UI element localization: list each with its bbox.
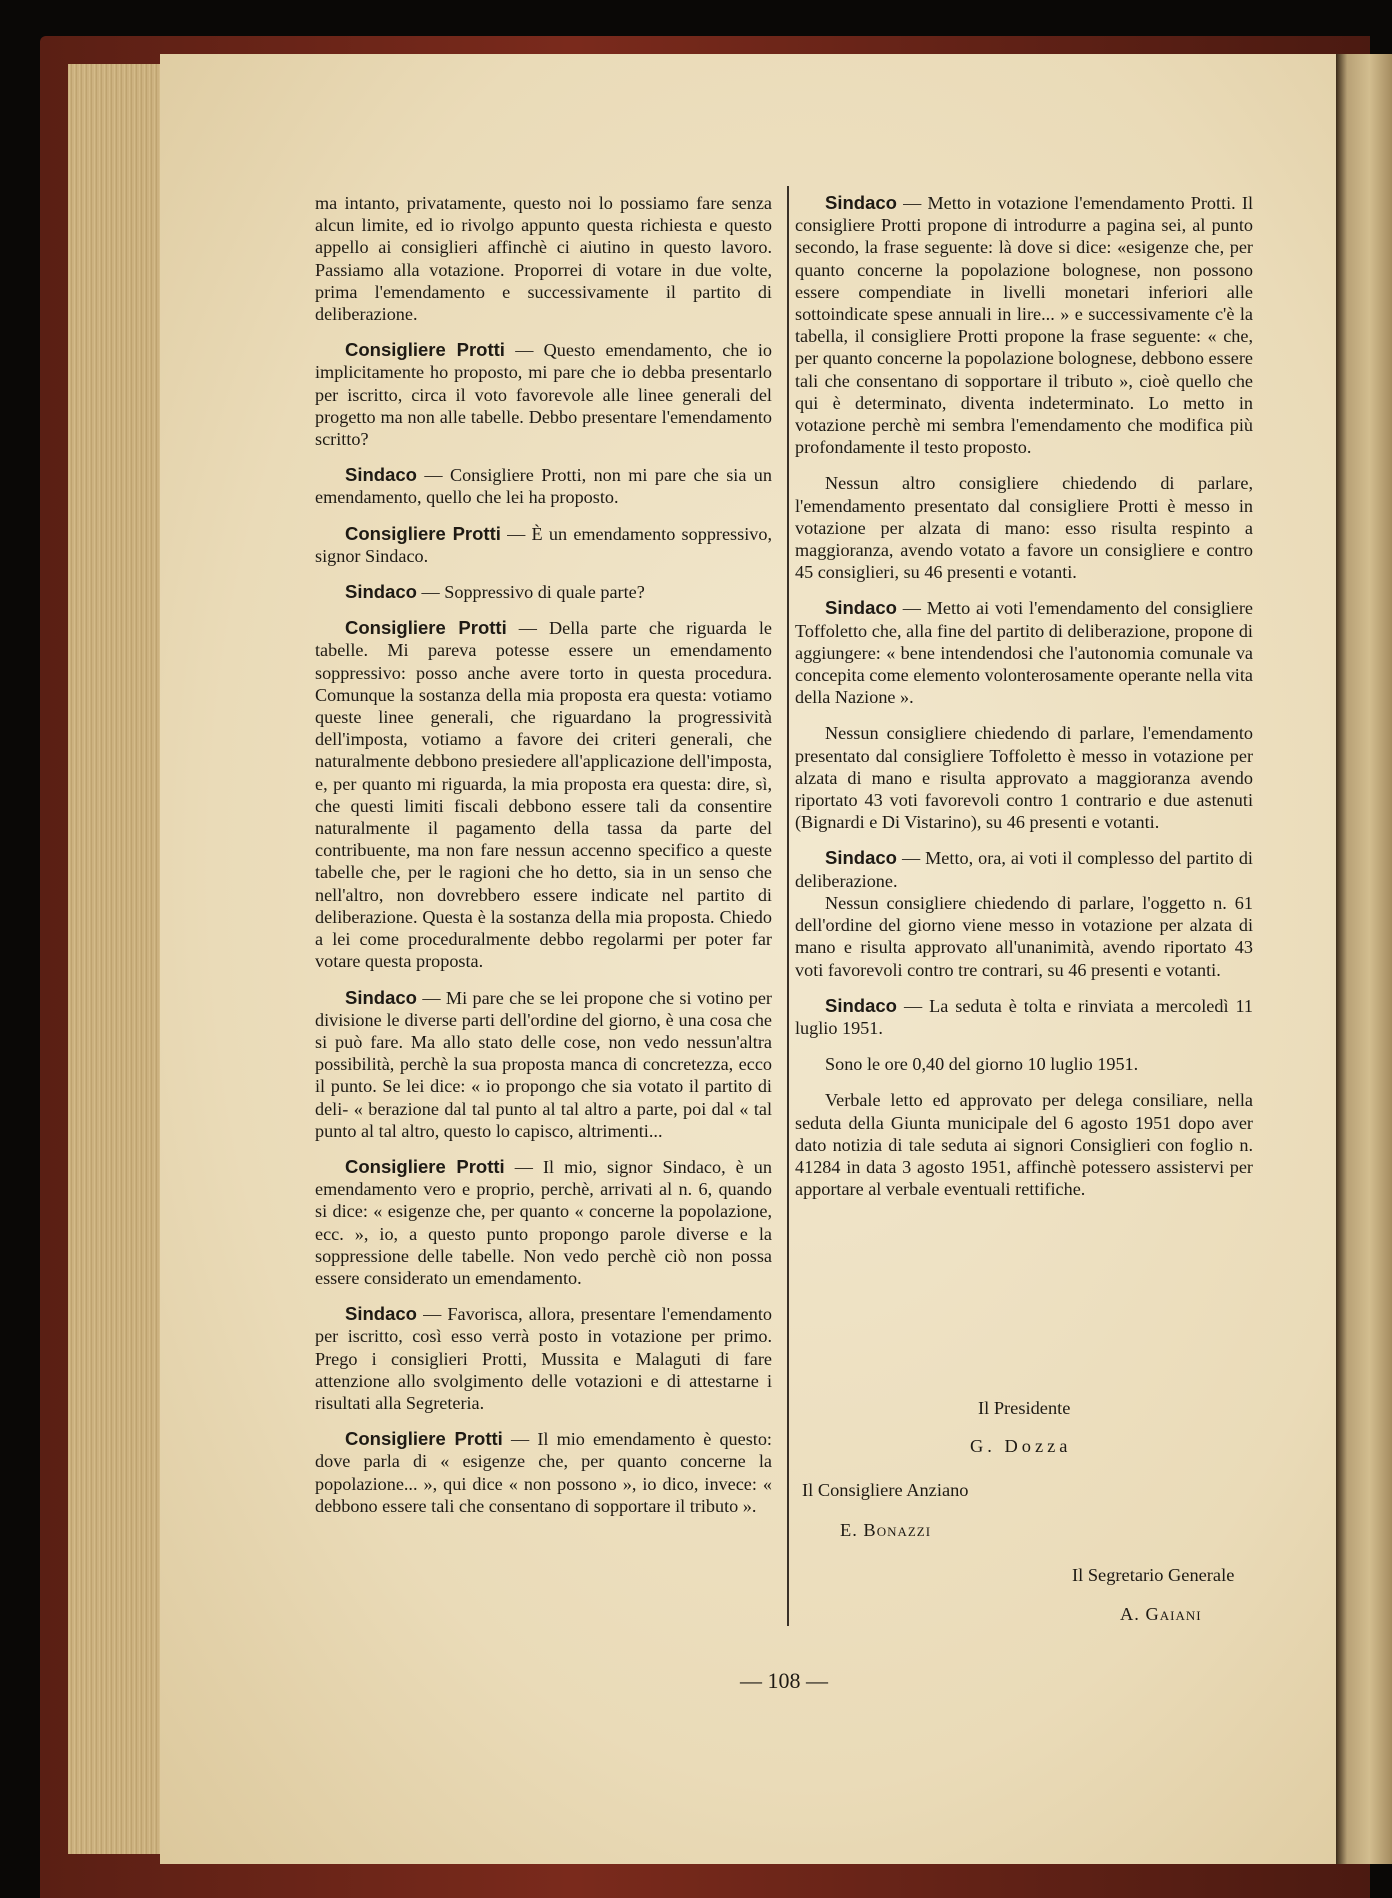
- speaker: Consigliere Protti: [345, 1428, 503, 1450]
- speaker: Sindaco: [825, 994, 897, 1016]
- speaker: Sindaco: [825, 597, 897, 619]
- paragraph: [315, 1156, 772, 1289]
- left-column: [315, 192, 772, 1531]
- paragraph: [315, 617, 772, 972]
- secretary-name: A. Gaiani: [1120, 1604, 1202, 1624]
- paragraph-text: — Metto, ora, ai voti il complesso del partito di deliberazione.: [795, 848, 1253, 891]
- paragraph-text: — È un emendamento soppressivo, signor Sindaco.: [315, 523, 772, 566]
- paragraph: [795, 892, 1253, 981]
- speaker: Sindaco: [345, 986, 417, 1008]
- paragraph: [315, 523, 772, 567]
- paragraph-text: — Della parte che riguarda le tabelle. Mi pareva potesse essere un emendamento soppressivo: posso anche avere torto in questa procedura. Comunque la sostanza della mia proposta era questa: votiamo queste linee generali, che riguardano la progressività dell'imposta, votiamo a favore dei criteri generali, che naturalmente debbono presiedere all'applicazione dell'imposta, e, per quanto mi riguarda, la mia proposta era questa: dire, sì, che questi limiti fiscali debbono essere tali da consentire naturalmente il pagamento della tassa da parte del contribuente, ma non fare nessun accenno specifico a queste tabelle che, per le ragioni che ho detto, sia in un senso che nell'altro, non dovrebbero essere indicate nel partito di deliberazione. Questa è la sostanza della mia proposta. Chiedo a lei come proceduralmente debbo regolarmi per poter far votare questa proposta.: [315, 618, 772, 972]
- paragraph: [315, 192, 772, 325]
- secretary-title: Il Segretario Generale: [1072, 1565, 1235, 1585]
- paragraph: [315, 987, 772, 1142]
- paragraph: [795, 847, 1253, 891]
- paragraph: [795, 472, 1253, 583]
- page-edges: [68, 64, 163, 1854]
- president-title: Il Presidente: [978, 1398, 1071, 1418]
- anziano-name: E. Bonazzi: [840, 1520, 932, 1540]
- paragraph-text: — Il mio emendamento è questo: dove parla di « esigenze che, per quanto concerne la popolazione... », qui dice « non possono », io dico, invece: « debbono essere tali che consentano di sopportare il tributo ».: [315, 1429, 772, 1516]
- paragraph: [795, 597, 1253, 708]
- paragraph-text: — Consigliere Protti, non mi pare che sia un emendamento, quello che lei ha proposto.: [315, 465, 772, 508]
- paragraph: [795, 1089, 1253, 1200]
- speaker: Sindaco: [345, 1303, 417, 1325]
- paragraph: [795, 722, 1253, 833]
- adjacent-page: [1336, 54, 1392, 1864]
- speaker: Sindaco: [345, 464, 417, 486]
- paragraph: [795, 192, 1253, 458]
- speaker: Sindaco: [825, 847, 897, 869]
- paragraph: [315, 464, 772, 508]
- speaker: Consigliere Protti: [345, 617, 507, 639]
- speaker: Consigliere Protti: [345, 522, 501, 544]
- paragraph: [315, 581, 772, 603]
- paragraph: [315, 1303, 772, 1414]
- paragraph-text: Nessun consigliere chiedendo di parlare, l'emendamento presentato dal consigliere Toffoletto è messo in votazione per alzata di mano e risulta approvato a maggioranza avendo riportato 43 voti favorevoli contro 1 contrario e due astenuti (Bignardi e Di Vistarino), su 46 presenti e votanti.: [795, 723, 1253, 833]
- paragraph-text: — Metto ai voti l'emendamento del consigliere Toffoletto che, alla fine del partito di deliberazione, propone di aggiungere: « bene intendendosi che l'autonomia comunale va concepita come elemento volonterosamente operante nella vita della Nazione ».: [795, 598, 1253, 708]
- paragraph-text: Nessun altro consigliere chiedendo di parlare, l'emendamento presentato dal consigliere Protti è messo in votazione per alzata di mano: esso risulta respinto a maggioranza, avendo votato a favore un consigliere e contro 45 consiglieri, su 46 presenti e votanti.: [795, 473, 1253, 583]
- paragraph-text: — Questo emendamento, che io implicitamente ho proposto, mi pare che io debba presentarlo per iscritto, circa il voto favorevole alle linee generali del progetto ma non alle tabelle. Debbo presentare l'emendamento scritto?: [315, 340, 772, 450]
- speaker: Consigliere Protti: [345, 339, 505, 361]
- paragraph-text: — La seduta è tolta e rinviata a mercoledì 11 luglio 1951.: [795, 995, 1253, 1038]
- president-name: G. Dozza: [970, 1436, 1072, 1456]
- paragraph-text: Verbale letto ed approvato per delega consiliare, nella seduta della Giunta municipale del 6 agosto 1951 dopo aver dato notizia di tale seduta ai signori Consiglieri con foglio n. 41284 in data 3 agosto 1951, affinchè potessero assistervi per apportare al verbale eventuali rettifiche.: [795, 1090, 1253, 1200]
- paragraph-text: Nessun consigliere chiedendo di parlare, l'oggetto n. 61 dell'ordine del giorno viene messo in votazione per alzata di mano e risulta approvato all'unanimità, avendo riportato 43 voti favorevoli contro tre contrari, su 46 presenti e votanti.: [795, 892, 1253, 980]
- anziano-title: Il Consigliere Anziano: [802, 1480, 969, 1500]
- column-divider: [787, 186, 789, 1626]
- speaker: Sindaco: [825, 192, 897, 213]
- paragraph-text: Sono le ore 0,40 del giorno 10 luglio 1951.: [825, 1054, 1139, 1075]
- speaker: Consigliere Protti: [345, 1155, 505, 1177]
- page-number: — 108 —: [740, 1668, 828, 1693]
- paragraph-text: — Favorisca, allora, presentare l'emendamento per iscritto, così esso verrà posto in votazione per primo. Prego i consiglieri Protti, Mussita e Malaguti di fare attenzione allo svolgimento delle votazioni e di attestarne i risultati alla Segreteria.: [315, 1304, 772, 1413]
- paragraph: [315, 339, 772, 450]
- paragraph-text: — Metto in votazione l'emendamento Protti. Il consigliere Protti propone di introdurre a pagina sei, al punto secondo, la frase seguente: là dove si dice: «esigenze che, per quanto concerne la popolazione bolognese, non possono essere compendiate in livelli monetari inferiori alle sottoindicate spese annuali in lire... » e successivamente c'è la tabella, il consigliere Protti propone la frase seguente: « che, per quanto concerne la popolazione bolognese, debbono essere tali che consentano di sopportare il tributo », cioè quello che qui è determinato, diventa indeterminato. Lo metto in votazione perchè mi sembra l'emendamento che modifica più profondamente il testo proposto.: [795, 193, 1253, 458]
- paragraph-text: — Mi pare che se lei propone che si votino per divisione le diverse parti dell'ordine del giorno, è una cosa che si può fare. Ma allo stato delle cose, non vedo nessun'altra possibilità, perchè la sua proposta manca di concretezza, ecco il punto. Se lei dice: « io propongo che sia votato il partito di deli- « berazione dal tal punto al tal altro a parte, poi dal « tal punto al tal altro, questo lo capisco, altrimenti...: [315, 987, 772, 1141]
- paragraph: [315, 1428, 772, 1517]
- right-column: [795, 192, 1253, 1214]
- paragraph: [795, 1053, 1253, 1075]
- paragraph: [795, 995, 1253, 1039]
- paragraph-text: ma intanto, privatamente, questo noi lo possiamo fare senza alcun limite, ed io rivolgo appunto questa richiesta e questo appello ai consiglieri affinchè ci aiutino in questo lavoro. Passiamo alla votazione. Proporrei di votare in due volte, prima l'emendamento e successivamente il partito di deliberazione.: [315, 193, 772, 325]
- paragraph-text: — Il mio, signor Sindaco, è un emendamento vero e proprio, perchè, arrivati al n. 6, quando si dice: « esigenze che, per quanto « concerne la popolazione, ecc. », io, a questo punto propongo parole diverse e la soppressione delle tabelle. Non vedo perchè ciò non possa essere considerato un emendamento.: [315, 1156, 772, 1288]
- paragraph-text: — Soppressivo di quale parte?: [416, 582, 645, 603]
- speaker: Sindaco: [345, 581, 417, 603]
